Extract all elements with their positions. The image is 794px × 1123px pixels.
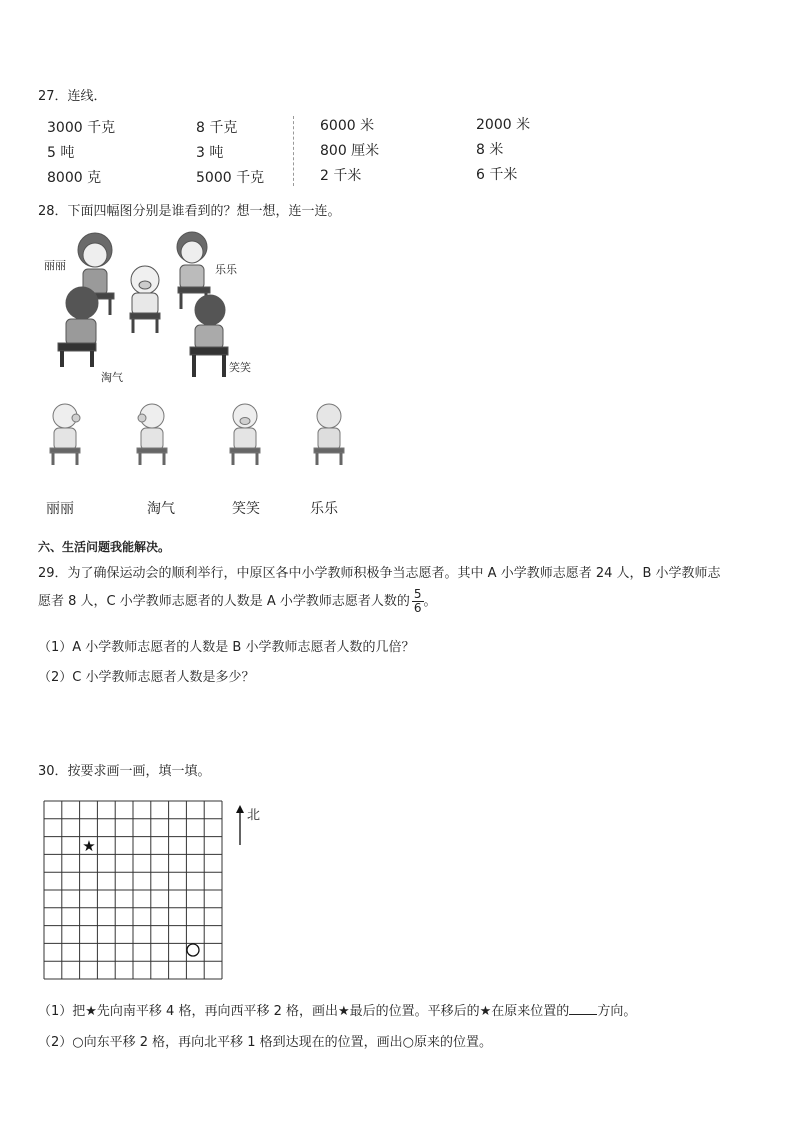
section-heading: 六、生活问题我能解决。 [38,540,171,554]
square-grid[interactable] [43,800,223,980]
q30-sub1 [38,1000,636,1019]
q27-title: 27．连线． [38,89,107,104]
name-option[interactable]: 笑笑 [232,501,260,517]
pig-views [40,400,360,470]
match-divider [293,116,294,186]
match-item[interactable]: 2 千米 [320,168,362,184]
match-item[interactable]: 6000 米 [320,118,375,134]
circle-marker-icon [187,944,199,956]
fraction-denominator: 6 [413,601,422,615]
name-option[interactable]: 丽丽 [46,501,74,517]
scene-label: 淘气 [101,371,123,384]
north-arrow-icon [233,805,247,847]
match-item[interactable]: 8 千克 [196,120,238,136]
match-item[interactable]: 8000 克 [47,170,102,186]
match-item[interactable]: 3 吨 [196,145,224,161]
q30-sub1-end: 方向。 [597,1004,637,1019]
q29-sub1: （1）A 小学教师志愿者的人数是 B 小学教师志愿者人数的几倍？ [38,640,415,655]
fraction [412,588,424,615]
scene-label: 乐乐 [215,263,237,276]
q29-line1: 29．为了确保运动会的顺利举行，中原区各中小学教师积极争当志愿者。其中 A 小学教师志愿者 24 人，B 小学教师志 [38,566,721,581]
name-option[interactable]: 乐乐 [310,501,338,517]
pig-view-side-right [50,404,80,465]
q30-sub2: （2）○向东平移 2 格，再向北平移 1 格到达现在的位置，画出○原来的位置。 [38,1035,493,1050]
match-item[interactable]: 6 千米 [476,167,518,183]
q30-sub1-text: （1）把★先向南平移 4 格，再向西平移 2 格，画出★最后的位置。平移后的★在原来位置的 [38,1004,570,1019]
q29-sub2: （2）C 小学教师志愿者人数是多少？ [38,670,255,685]
q29-line2-end: 。 [423,594,437,609]
children-around-pig-illustration [40,225,260,385]
star-icon: ★ [82,837,96,855]
q30-title: 30．按要求画一画，填一填。 [38,764,211,779]
match-item[interactable]: 3000 千克 [47,120,116,136]
answer-blank[interactable] [569,1002,597,1015]
scene-label: 丽丽 [44,259,66,272]
q29-line2-text: 愿者 8 人，C 小学教师志愿者的人数是 A 小学教师志愿者人数的 [38,594,410,609]
match-item[interactable]: 5 吨 [47,145,75,161]
match-item[interactable]: 5000 千克 [196,170,265,186]
name-option[interactable]: 淘气 [147,501,175,517]
north-label: 北 [247,808,261,823]
match-item[interactable]: 2000 米 [476,117,531,133]
q29-line2 [38,588,437,615]
fraction-numerator: 5 [413,587,422,601]
scene-label: 笑笑 [229,361,251,374]
match-item[interactable]: 8 米 [476,142,504,158]
q28-title: 28．下面四幅图分别是谁看到的？想一想，连一连。 [38,204,341,219]
match-item[interactable]: 800 厘米 [320,143,380,159]
